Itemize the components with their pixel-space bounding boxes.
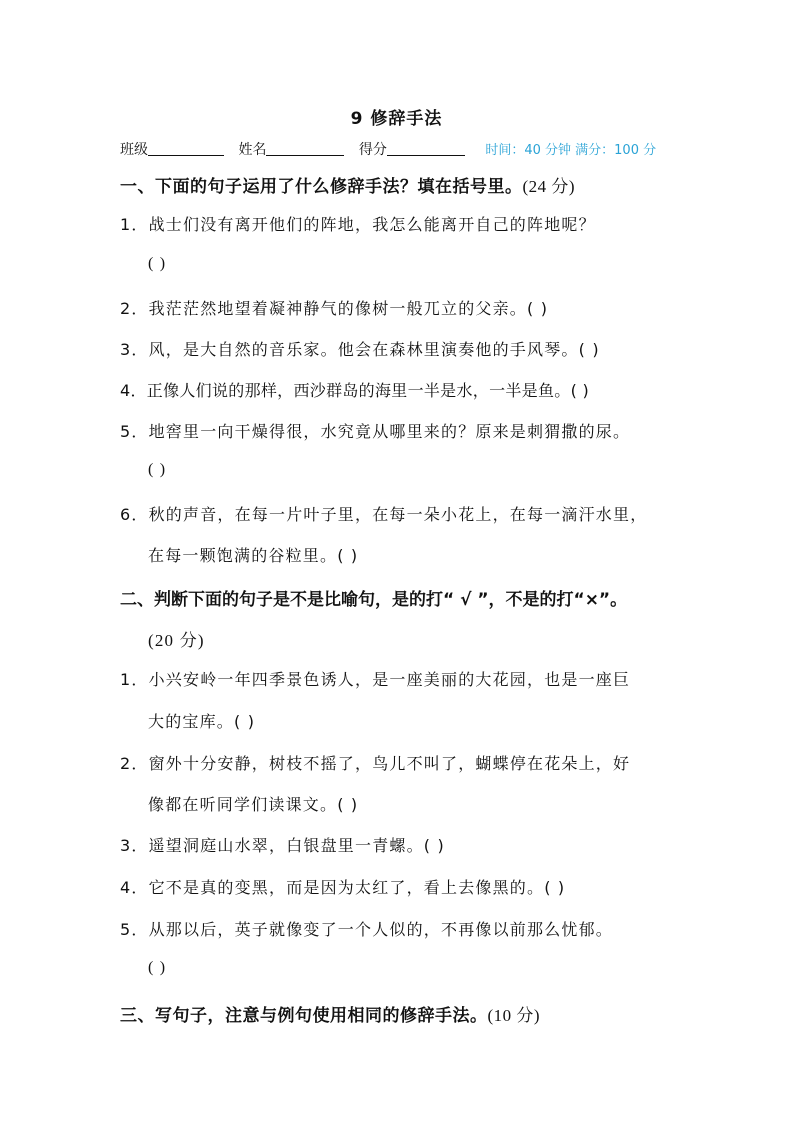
section-points: (20 分) <box>148 631 205 650</box>
section-2-heading <box>120 585 627 610</box>
question-item <box>120 419 630 442</box>
question-item <box>120 751 630 774</box>
question-number: 2． <box>120 299 149 318</box>
answer-parentheses[interactable]: ( ) <box>148 959 167 976</box>
time-and-score-note: 时间：40 分钟 满分：100 分 <box>485 143 657 158</box>
section-heading-text: 三、写句子，注意与例句使用相同的修辞手法。 <box>120 1006 488 1026</box>
question-item <box>120 833 445 856</box>
section-heading-text: 二、判断下面的句子是不是比喻句，是的打“ √ ”，不是的打“×”。 <box>120 590 628 610</box>
question-number: 4． <box>120 878 149 897</box>
question-number: 5． <box>120 422 149 441</box>
name-blank[interactable] <box>266 141 344 156</box>
question-text: 从那以后，英子就像变了一个人似的，不再像以前那么忧郁。 <box>148 920 613 939</box>
question-number: 3． <box>120 836 149 855</box>
section-points: (24 分) <box>522 177 576 196</box>
student-info-row <box>120 139 656 159</box>
question-text: 遥望洞庭山水翠，白银盘里一青螺。( ) <box>148 836 445 855</box>
question-item <box>120 378 589 401</box>
question-item <box>120 875 565 898</box>
class-blank[interactable] <box>148 141 224 156</box>
section-points: (10 分) <box>487 1006 541 1025</box>
question-number: 3． <box>120 340 149 359</box>
question-text: 战士们没有离开他们的阵地，我怎么能离开自己的阵地呢？ <box>148 215 596 234</box>
question-text: 秋的声音，在每一片叶子里，在每一朵小花上，在每一滴汗水里， <box>148 505 648 524</box>
name-label: 姓名 <box>238 142 267 158</box>
question-text: 小兴安岭一年四季景色诱人，是一座美丽的大花园，也是一座巨 <box>148 670 631 689</box>
question-text: 我茫茫然地望着凝神静气的像树一般兀立的父亲。( ) <box>148 299 549 318</box>
question-number: 4． <box>120 381 147 400</box>
section-heading-text: 一、下面的句子运用了什么修辞手法？填在括号里。 <box>120 177 523 197</box>
section-3-heading <box>120 1001 540 1026</box>
question-text: 正像人们说的那样，西沙群岛的海里一半是水，一半是鱼。( ) <box>146 381 590 400</box>
section-1-heading <box>120 172 575 197</box>
score-blank[interactable] <box>387 141 465 156</box>
question-continuation: 在每一颗饱满的谷粒里。( ) <box>148 546 359 565</box>
question-item <box>120 502 647 525</box>
class-label: 班级 <box>120 142 148 158</box>
question-text: 风，是大自然的音乐家。他会在森林里演奏他的手风琴。( ) <box>148 340 600 359</box>
question-item <box>120 296 548 319</box>
question-text: 地窖里一向干燥得很，水究竟从哪里来的？原来是刺猬撒的尿。 <box>148 422 631 441</box>
question-number: 6． <box>120 505 149 524</box>
answer-parentheses[interactable]: ( ) <box>148 255 167 272</box>
question-number: 5． <box>120 920 149 939</box>
score-label: 得分 <box>358 142 387 158</box>
question-text: 窗外十分安静，树枝不摇了，鸟儿不叫了，蝴蝶停在花朵上，好 <box>148 754 631 773</box>
question-item <box>120 917 613 940</box>
question-item <box>120 337 600 360</box>
page-title: 9 修辞手法 <box>350 109 443 129</box>
question-item <box>120 667 630 690</box>
question-item <box>120 212 596 235</box>
question-number: 1． <box>120 670 149 689</box>
question-text: 它不是真的变黑，而是因为太红了，看上去像黑的。( ) <box>148 878 566 897</box>
answer-parentheses[interactable]: ( ) <box>148 461 167 478</box>
question-number: 2． <box>120 754 149 773</box>
question-number: 1． <box>120 215 149 234</box>
question-continuation: 像都在听同学们读课文。( ) <box>148 795 359 814</box>
question-continuation: 大的宝库。( ) <box>148 712 256 731</box>
